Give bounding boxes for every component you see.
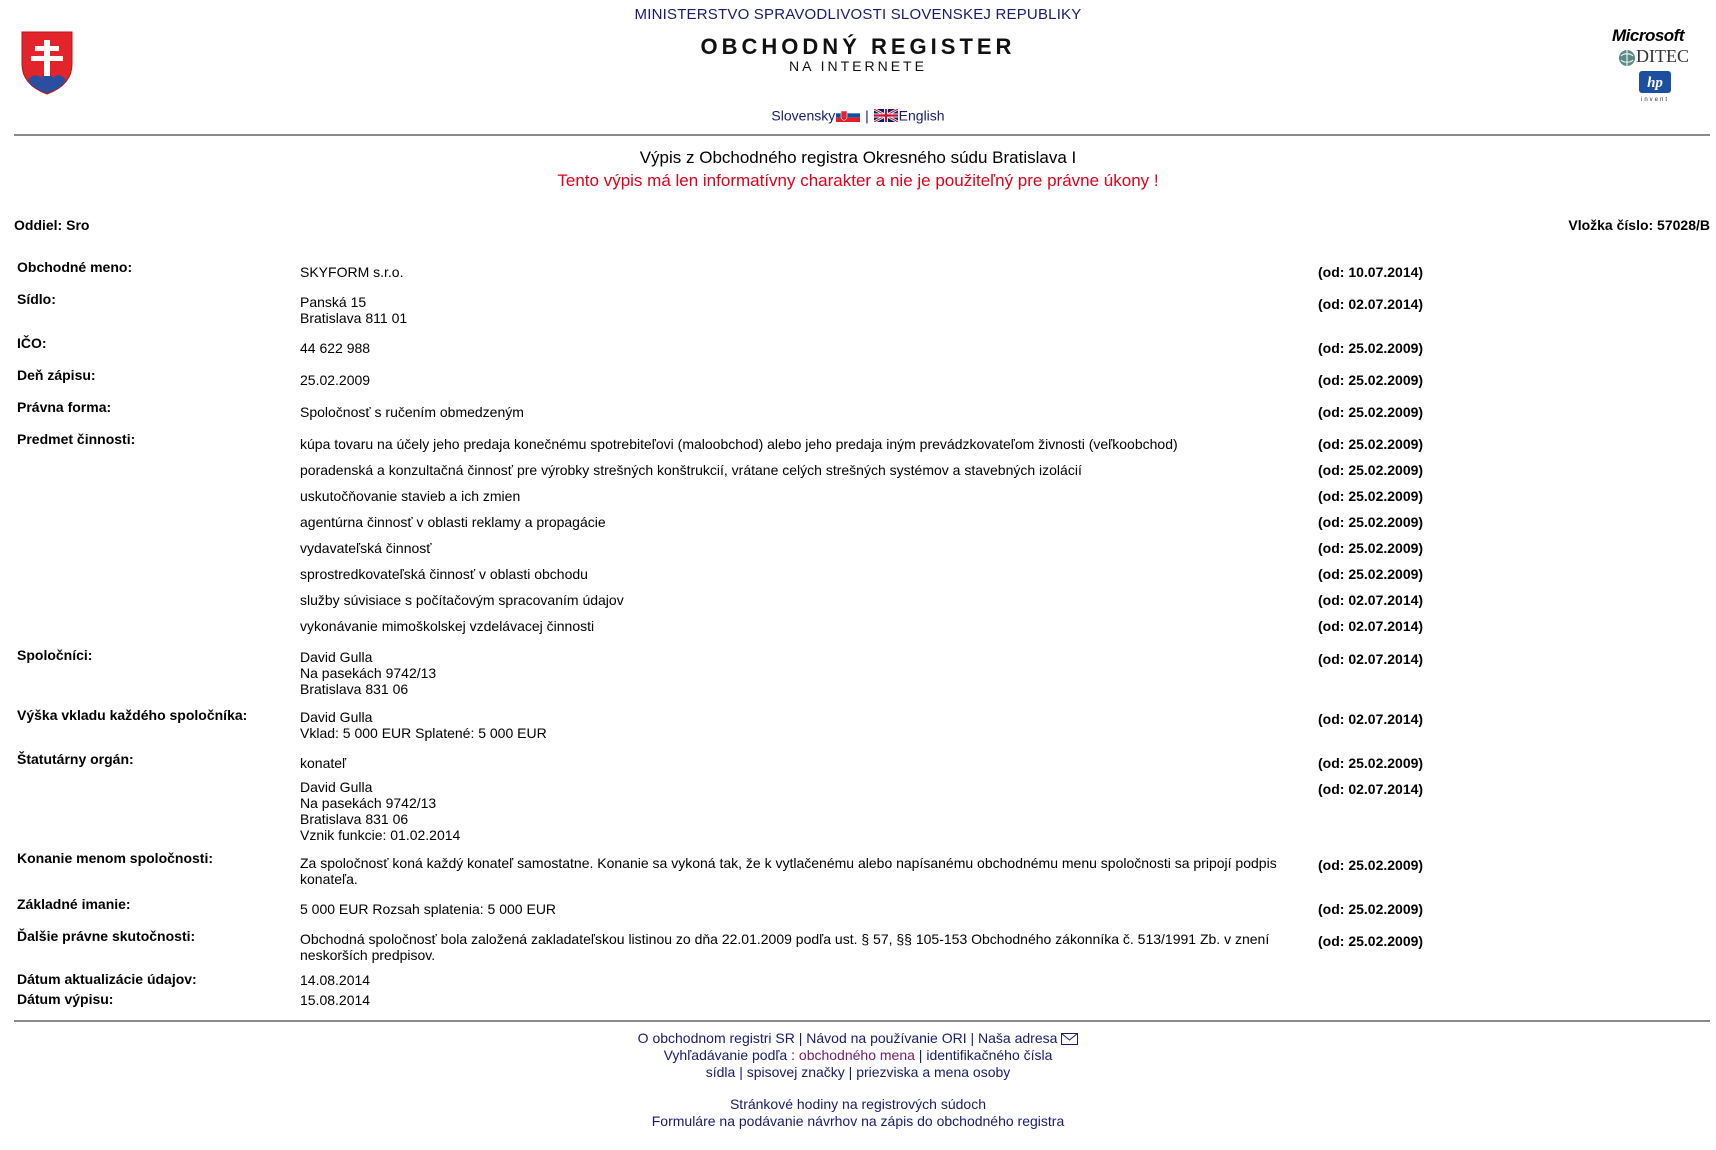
extract-title: Výpis z Obchodného registra Okresného súdu Bratislava I [639,148,1077,167]
label-partners: Spoločníci: [17,647,93,663]
insert-number: Vložka číslo: 57028/B [1568,217,1710,233]
value-share-capital: 5 000 EUR Rozsah splatenia: 5 000 EUR [300,901,557,917]
activity-item: vydavateľská činnosť [300,540,432,556]
statutory-start: Vznik funkcie: 01.02.2014 [300,827,461,843]
forms-link[interactable]: Formuláre na podávanie návrhov na zápis do obchodného registra [651,1113,1065,1129]
label-extract-date: Dátum výpisu: [17,991,114,1007]
search-by-seat-link[interactable]: sídla [705,1064,736,1080]
partner-name: David Gulla [300,649,373,665]
label-business-name: Obchodné meno: [17,259,133,275]
about-register-link[interactable]: O obchodnom registri SR [637,1030,795,1046]
lang-slovak-link[interactable]: Slovensky [771,107,836,124]
acting-line: konateľa. [300,871,358,887]
value-contribution [300,709,547,741]
date-acting: (od: 25.02.2009) [1318,857,1424,873]
seat-street: Panská 15 [300,294,367,310]
language-switcher [0,106,1716,123]
partner-city: Bratislava 831 06 [300,681,409,697]
date-business-name: (od: 10.07.2014) [1318,264,1424,280]
date-other-facts: (od: 25.02.2009) [1318,933,1424,949]
activity-item: poradenská a konzultačná činnosť pre výrobky strešných konštrukcií, vrátane celých strešných systémov a stavebných izolácií [300,462,1082,478]
statutory-city: Bratislava 831 06 [300,811,409,827]
contribution-amount: Vklad: 5 000 EUR Splatené: 5 000 EUR [300,725,547,741]
footer-separator: | [848,1064,853,1080]
label-acting: Konanie menom spoločnosti: [17,850,214,866]
label-ico: IČO: [17,335,47,351]
hp-logo [1637,70,1673,103]
date-registration-day: (od: 25.02.2009) [1318,372,1424,388]
register-subtitle: NA INTERNETE [789,58,927,74]
activity-date: (od: 25.02.2009) [1318,540,1424,556]
statutory-street: Na pasekách 9742/13 [300,795,437,811]
value-extract-date: 15.08.2014 [300,992,371,1008]
activity-item: kúpa tovaru na účely jeho predaja konečnému spotrebiteľovi (maloobchod) alebo jeho predaja iným prevádzkovateľom živnosti (veľkoobchod) [300,436,1178,452]
footer-separator: | [739,1064,743,1080]
date-statutory-person: (od: 02.07.2014) [1318,781,1424,797]
activity-date: (od: 25.02.2009) [1318,566,1424,582]
label-other-facts: Ďalšie právne skutočnosti: [17,928,196,944]
date-partners: (od: 02.07.2014) [1318,651,1424,667]
value-business-name: SKYFORM s.r.o. [300,264,404,280]
partner-street: Na pasekách 9742/13 [300,665,437,681]
header-divider [14,134,1710,136]
section-label: Oddiel: Sro [14,217,90,233]
other-facts-line: Obchodná spoločnosť bola založená zakladateľskou listinou zo dňa 22.01.2009 podľa ust. § 57, §§ 105-153 Obchodného zákonníka č. 513/1991 Zb. v znení [300,931,1270,947]
activity-date: (od: 25.02.2009) [1318,462,1424,478]
activity-item: služby súvisiace s počítačovým spracovaním údajov [300,592,624,608]
date-ico: (od: 25.02.2009) [1318,340,1424,356]
uk-flag-icon[interactable] [874,109,898,122]
activity-date: (od: 02.07.2014) [1318,618,1424,634]
search-by-id-link[interactable]: identifikačného čísla [926,1047,1053,1063]
value-statutory-person [300,779,460,843]
label-seat: Sídlo: [17,291,56,307]
footer-row-info [0,1030,1716,1047]
search-by-file-link[interactable]: spisovej značky [746,1064,845,1080]
label-statutory-body: Štatutárny orgán: [17,751,134,767]
value-seat [300,294,407,326]
seat-city: Bratislava 811 01 [300,310,408,326]
footer-separator: | [970,1030,975,1046]
search-prefix: Vyhľadávanie podľa : [663,1047,796,1063]
value-partners [300,649,436,697]
statutory-name: David Gulla [300,779,373,795]
microsoft-logo: Microsoft [1612,26,1684,45]
activity-date: (od: 25.02.2009) [1318,436,1424,452]
footer-divider [14,1020,1710,1022]
slovak-flag-icon[interactable] [836,109,860,122]
value-ico: 44 622 988 [300,340,371,356]
contribution-partner: David Gulla [300,709,373,725]
activity-item: agentúrna činnosť v oblasti reklamy a propagácie [300,514,606,530]
date-share-capital: (od: 25.02.2009) [1318,901,1424,917]
footer-separator: | [918,1047,923,1063]
extract-warning: Tento výpis má len informatívny charakter a nie je použiteľný pre právne úkony ! [557,171,1159,190]
date-seat: (od: 02.07.2014) [1318,296,1424,312]
ministry-name: MINISTERSTVO SPRAVODLIVOSTI SLOVENSKEJ REPUBLIKY [634,6,1082,23]
label-share-capital: Základné imanie: [17,896,131,912]
label-update-date: Dátum aktualizácie údajov: [17,971,197,987]
value-legal-form: Spoločnosť s ručením obmedzeným [300,404,524,420]
value-statutory-role: konateľ [300,755,347,771]
footer-spacer [0,1081,1716,1096]
ditec-globe-icon [1618,49,1636,67]
footer-separator: | [798,1030,803,1046]
activity-date: (od: 02.07.2014) [1318,592,1424,608]
date-legal-form: (od: 25.02.2009) [1318,404,1424,420]
label-registration-day: Deň zápisu: [17,367,96,383]
search-by-person-link[interactable]: priezviska a mena osoby [856,1064,1011,1080]
activity-item: uskutočňovanie stavieb a ich zmien [300,488,521,504]
value-other-facts [300,931,1269,963]
footer-row-hours [0,1096,1716,1113]
activity-item: vykonávanie mimoškolskej vzdelávacej činnosti [300,618,595,634]
date-statutory-role: (od: 25.02.2009) [1318,755,1424,771]
search-by-name-link[interactable]: obchodného mena [798,1047,915,1063]
date-contribution: (od: 02.07.2014) [1318,711,1424,727]
hp-badge-icon [1638,70,1672,94]
envelope-icon[interactable] [1061,1033,1078,1045]
activity-date: (od: 25.02.2009) [1318,488,1424,504]
value-registration-day: 25.02.2009 [300,372,371,388]
ditec-logo: DITEC [1618,46,1689,67]
lang-english-link[interactable]: English [898,107,945,124]
other-facts-line: neskorších predpisov. [300,947,436,963]
activity-date: (od: 25.02.2009) [1318,514,1424,530]
user-guide-link[interactable]: Návod na používanie ORI [806,1030,967,1046]
acting-line: Za spoločnosť koná každý konateľ samostatne. Konanie sa vykoná tak, že k vytlačenému alebo napísanému obchodnému menu spoločnosti sa pripojí podpis [300,855,1277,871]
footer-row-forms [0,1113,1716,1130]
value-acting [300,855,1277,887]
register-title: OBCHODNÝ REGISTER [700,34,1016,59]
footer-row-search-2 [0,1064,1716,1081]
footer-links [0,1030,1716,1130]
hp-invent-text: invent [1640,97,1669,103]
value-update-date: 14.08.2014 [300,972,371,988]
label-contribution: Výška vkladu každého spoločníka: [17,707,248,723]
svg-text:hp: hp [1647,75,1663,91]
label-business-activities: Predmet činnosti: [17,431,136,447]
footer-row-search [0,1047,1716,1064]
lang-separator: | [865,107,869,124]
activity-item: sprostredkovateľská činnosť v oblasti obchodu [300,566,588,582]
office-hours-link[interactable]: Stránkové hodiny na registrových súdoch [729,1096,987,1112]
label-legal-form: Právna forma: [17,399,112,415]
our-address-link[interactable]: Naša adresa [978,1030,1058,1046]
